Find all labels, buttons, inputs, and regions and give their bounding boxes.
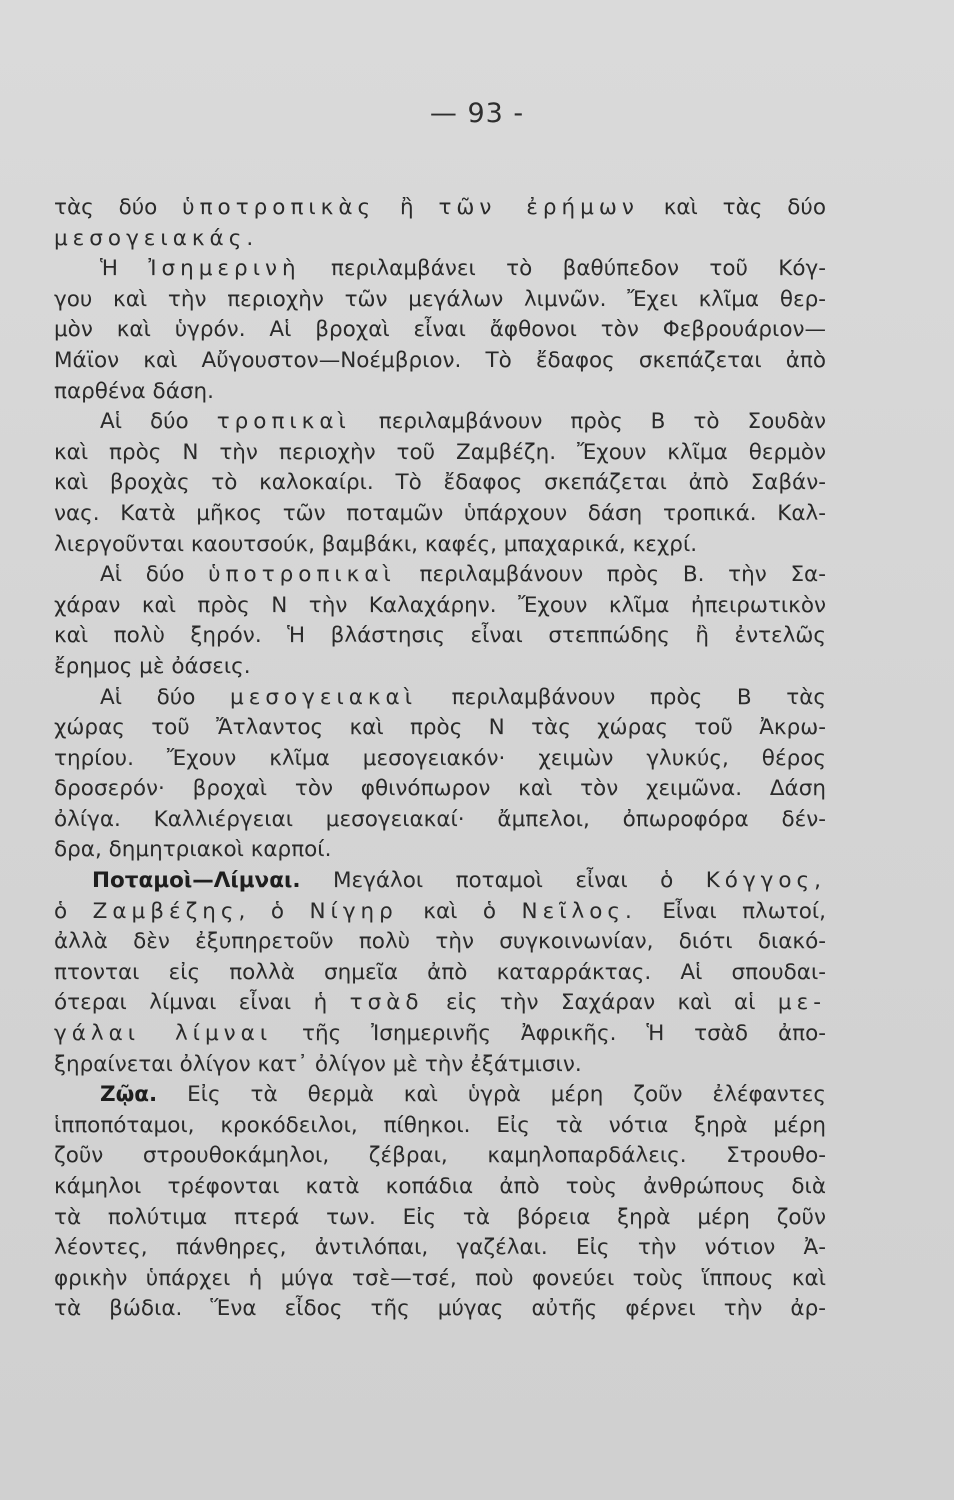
text-line xyxy=(54,744,826,775)
text-line xyxy=(54,1294,826,1325)
text-line xyxy=(54,254,826,285)
section-heading: Ποταμοὶ—Λίμναι. xyxy=(92,868,301,894)
text-line xyxy=(54,377,826,408)
text-line xyxy=(54,835,826,866)
spaced-term: ὑποτροπικὰς xyxy=(182,195,376,220)
text-run: δροσερόν· βροχαὶ τὸν φθινόπωρον καὶ τὸν χειμῶνα. Δάση xyxy=(54,776,826,802)
spaced-term: γάλαι λίμναι xyxy=(54,1021,273,1047)
text-run: Αἱ δύο xyxy=(100,409,217,435)
text-line xyxy=(54,407,826,438)
text-line xyxy=(54,1050,826,1081)
text-line xyxy=(54,224,826,255)
text-line xyxy=(54,468,826,499)
text-run: Ἡ xyxy=(100,256,149,282)
text-line xyxy=(54,988,826,1019)
text-run: , ὁ xyxy=(238,898,310,924)
text-run: ξηραίνεται ὀλίγον κατ᾿ ὀλίγον μὲ τὴν ἐξάτμισιν. xyxy=(54,1051,582,1077)
text-run: καὶ ὁ xyxy=(397,898,522,924)
text-run: τηρίου. Ἔχουν κλῖμα μεσογειακόν· χειμὼν γλυκύς, θέρος xyxy=(54,745,826,771)
text-line xyxy=(54,285,826,316)
text-line xyxy=(54,530,826,561)
body-text xyxy=(54,193,826,1325)
text-run: εἰς τὴν Σαχάραν καὶ αἱ xyxy=(423,990,778,1016)
text-run: φρικὴν ὑπάρχει ἡ μύγα τσὲ—τσέ, ποὺ φονεύει τοὺς ἵππους καὶ xyxy=(54,1265,826,1291)
text-line xyxy=(54,805,826,836)
text-run: πτονται εἰς πολλὰ σημεῖα ἀπὸ καταρράκτας. Αἱ σπουδαι- xyxy=(54,959,826,985)
spaced-term: Ἰσημερινὴ xyxy=(148,256,301,282)
text-run: χώρας τοῦ Ἄτλαντος καὶ πρὸς Ν τὰς χώρας τοῦ Ἀκρω- xyxy=(54,715,826,741)
text-run: Εἶναι πλωτοί, xyxy=(636,898,826,924)
text-run: περιλαμβάνει τὸ βαθύπεδον τοῦ Κόγ- xyxy=(300,256,826,282)
text-run: καὶ τὰς δύο xyxy=(638,195,826,220)
spaced-term: Κόγγος, xyxy=(705,868,826,894)
text-run: καὶ πολὺ ξηρόν. Ἡ βλάστησις εἶναι στεππώδης ἢ ἐντελῶς xyxy=(54,623,826,649)
text-line xyxy=(54,1141,826,1172)
spaced-term: Νεῖλος. xyxy=(521,898,637,924)
spaced-term: τῶν ἐρήμων xyxy=(438,195,639,220)
spaced-term: ὑποτροπικαὶ xyxy=(208,562,396,588)
text-run: ὀλίγα. Καλλιέργειαι μεσογειακαί· ἄμπελοι, ὀπωροφόρα δέν- xyxy=(54,806,826,832)
text-run: ζοῦν στρουθοκάμηλοι, ζέβραι, καμηλοπαρδάλεις. Στρουθο- xyxy=(54,1143,826,1169)
text-run: τὰ πολύτιμα πτερά των. Εἰς τὰ βόρεια ξηρὰ μέρη ζοῦν xyxy=(54,1204,826,1230)
text-run: Αἱ δύο xyxy=(100,562,209,588)
section-heading: Ζῷα. xyxy=(100,1082,158,1108)
text-line xyxy=(54,560,826,591)
text-run: Εἰς τὰ θερμὰ καὶ ὑγρὰ μέρη ζοῦν ἐλέφαντες xyxy=(157,1082,826,1108)
spaced-term: μεσογειακαὶ xyxy=(230,684,418,710)
spaced-term: με- xyxy=(777,990,826,1016)
text-run: γου καὶ τὴν περιοχὴν τῶν μεγάλων λιμνῶν. Ἔχει κλῖμα θερ- xyxy=(54,286,826,312)
text-line xyxy=(54,499,826,530)
text-line xyxy=(54,683,826,714)
text-run: λιεργοῦνται καουτσούκ, βαμβάκι, καφές, μπαχαρικά, κεχρί. xyxy=(54,531,698,557)
text-run: ἢ xyxy=(375,195,439,220)
text-run: τῆς Ἰσημερινῆς Ἀφρικῆς. Ἡ τσὰδ ἀπο- xyxy=(272,1021,826,1047)
text-run: καὶ πρὸς Ν τὴν περιοχὴν τοῦ Ζαμβέζη. Ἔχουν κλῖμα θερμὸν xyxy=(54,439,826,465)
text-run: λέοντες, πάνθηρες, ἀντιλόπαι, γαζέλαι. Εἰς τὴν νότιον Ἀ- xyxy=(54,1235,826,1261)
text-run: δρα, δημητριακοὶ καρποί. xyxy=(54,837,332,863)
text-run: νας. Κατὰ μῆκος τῶν ποταμῶν ὑπάρχουν δάση τροπικά. Καλ- xyxy=(54,500,826,526)
text-line xyxy=(54,346,826,377)
text-run: καὶ βροχὰς τὸ καλοκαίρι. Τὸ ἔδαφος σκεπάζεται ἀπὸ Σαβάν- xyxy=(54,470,826,496)
text-run: μὸν καὶ ὑγρόν. Αἱ βροχαὶ εἶναι ἄφθονοι τὸν Φεβρουάριον— xyxy=(54,317,826,343)
text-run: χάραν καὶ πρὸς Ν τὴν Καλαχάρην. Ἔχουν κλῖμα ἠπειρωτικὸν xyxy=(54,592,826,618)
text-line xyxy=(54,1203,826,1234)
text-run: περιλαμβάνουν πρὸς Β τὰς xyxy=(417,684,826,710)
spaced-term: τσὰδ xyxy=(349,990,424,1016)
page-number: — 93 - xyxy=(429,98,525,129)
text-line xyxy=(54,1172,826,1203)
text-run: ὁ xyxy=(54,898,93,924)
text-run: Μεγάλοι ποταμοὶ εἶναι ὁ xyxy=(300,868,706,894)
text-run: περιλαμβάνουν πρὸς Β τὸ Σουδὰν xyxy=(350,409,826,435)
text-run: ότεραι λίμναι εἶναι ἡ xyxy=(54,990,350,1016)
text-line xyxy=(54,1080,826,1111)
text-line xyxy=(54,315,826,346)
text-run: τὰ βώδια. Ἕνα εἶδος τῆς μύγας αὐτῆς φέρνει τὴν ἀρ- xyxy=(54,1296,826,1322)
text-line xyxy=(54,1233,826,1264)
text-line xyxy=(54,1111,826,1142)
spaced-term: Ζαμβέζης xyxy=(92,898,239,924)
text-line xyxy=(54,591,826,622)
text-line xyxy=(54,438,826,469)
text-line xyxy=(54,1264,826,1295)
spaced-term: τροπικαὶ xyxy=(216,409,351,435)
text-run: Αἱ δύο xyxy=(100,684,231,710)
text-line xyxy=(54,1019,826,1050)
spaced-term: Νίγηρ xyxy=(309,898,398,924)
text-line xyxy=(54,621,826,652)
text-run: κάμηλοι τρέφονται κατὰ κοπάδια ἀπὸ τοὺς ἀνθρώπους διὰ xyxy=(54,1174,826,1199)
text-line xyxy=(54,897,826,928)
text-line xyxy=(54,713,826,744)
text-run: τὰς δύο xyxy=(54,195,183,220)
text-run: περιλαμβάνουν πρὸς Β. τὴν Σα- xyxy=(395,562,826,588)
text-run: παρθένα δάση. xyxy=(54,378,214,404)
text-run: ἱπποπόταμοι, κροκόδειλοι, πίθηκοι. Εἰς τὰ νότια ξηρὰ μέρη xyxy=(54,1112,826,1138)
spaced-term: μεσογειακάς. xyxy=(54,225,259,251)
text-line xyxy=(54,866,826,897)
text-line xyxy=(54,652,826,683)
text-run: ἀλλὰ δὲν ἐξυπηρετοῦν πολὺ τὴν συγκοινωνίαν, διότι διακό- xyxy=(54,929,826,955)
text-line xyxy=(54,193,826,224)
text-run: Μάϊον καὶ Αὔγουστον—Νοέμβριον. Τὸ ἔδαφος σκεπάζεται ἀπὸ xyxy=(54,347,826,373)
text-line xyxy=(54,927,826,958)
text-line xyxy=(54,958,826,989)
text-run: ἔρημος μὲ ὀάσεις. xyxy=(54,653,251,679)
text-line xyxy=(54,774,826,805)
